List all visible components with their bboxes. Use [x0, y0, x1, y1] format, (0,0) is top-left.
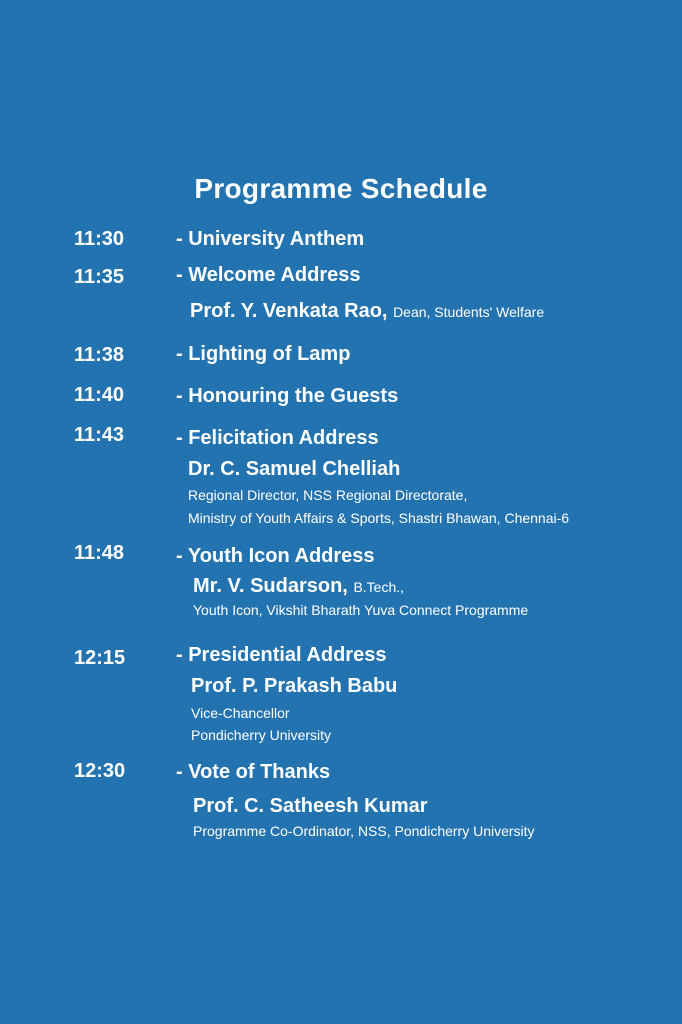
speaker-detail: Pondicherry University: [191, 727, 332, 743]
speaker-name: Dr. C. Samuel Chelliah: [188, 458, 401, 480]
speaker-detail: Regional Director, NSS Regional Directorate,: [188, 487, 468, 503]
speaker-role: B.Tech.,: [353, 579, 405, 595]
schedule-time: 11:35: [74, 266, 125, 288]
page-title: Programme Schedule: [194, 173, 488, 204]
schedule-time: 11:43: [74, 424, 125, 446]
speaker-detail: Vice-Chancellor: [191, 705, 290, 721]
schedule-event: - Vote of Thanks: [176, 761, 331, 783]
schedule-time: 11:48: [74, 542, 125, 564]
schedule-time: 11:40: [74, 384, 125, 406]
schedule-event: - Lighting of Lamp: [176, 343, 351, 365]
schedule-event: - Welcome Address: [176, 264, 361, 286]
speaker-name: Mr. V. Sudarson,: [193, 575, 348, 597]
speaker-name: Prof. C. Satheesh Kumar: [193, 795, 428, 817]
schedule-event: - Felicitation Address: [176, 427, 379, 449]
schedule-event: - University Anthem: [176, 228, 365, 250]
speaker-line: [190, 300, 544, 323]
speaker-name: Prof. P. Prakash Babu: [191, 675, 398, 697]
schedule-time: 12:15: [74, 647, 126, 669]
speaker-detail: Ministry of Youth Affairs & Sports, Shastri Bhawan, Chennai-6: [188, 510, 570, 526]
speaker-detail: Youth Icon, Vikshit Bharath Yuva Connect Programme: [193, 602, 529, 618]
speaker-role: Dean, Students' Welfare: [393, 304, 545, 320]
schedule-time: 12:30: [74, 760, 126, 782]
schedule-event: - Youth Icon Address: [176, 545, 375, 567]
schedule-time: 11:38: [74, 344, 125, 366]
schedule-event: - Honouring the Guests: [176, 385, 399, 407]
speaker-detail: Programme Co-Ordinator, NSS, Pondicherry University: [193, 823, 535, 839]
schedule-event: - Presidential Address: [176, 644, 387, 666]
speaker-name: Prof. Y. Venkata Rao,: [190, 300, 388, 322]
speaker-line: [193, 575, 404, 598]
schedule-time: 11:30: [74, 228, 125, 250]
